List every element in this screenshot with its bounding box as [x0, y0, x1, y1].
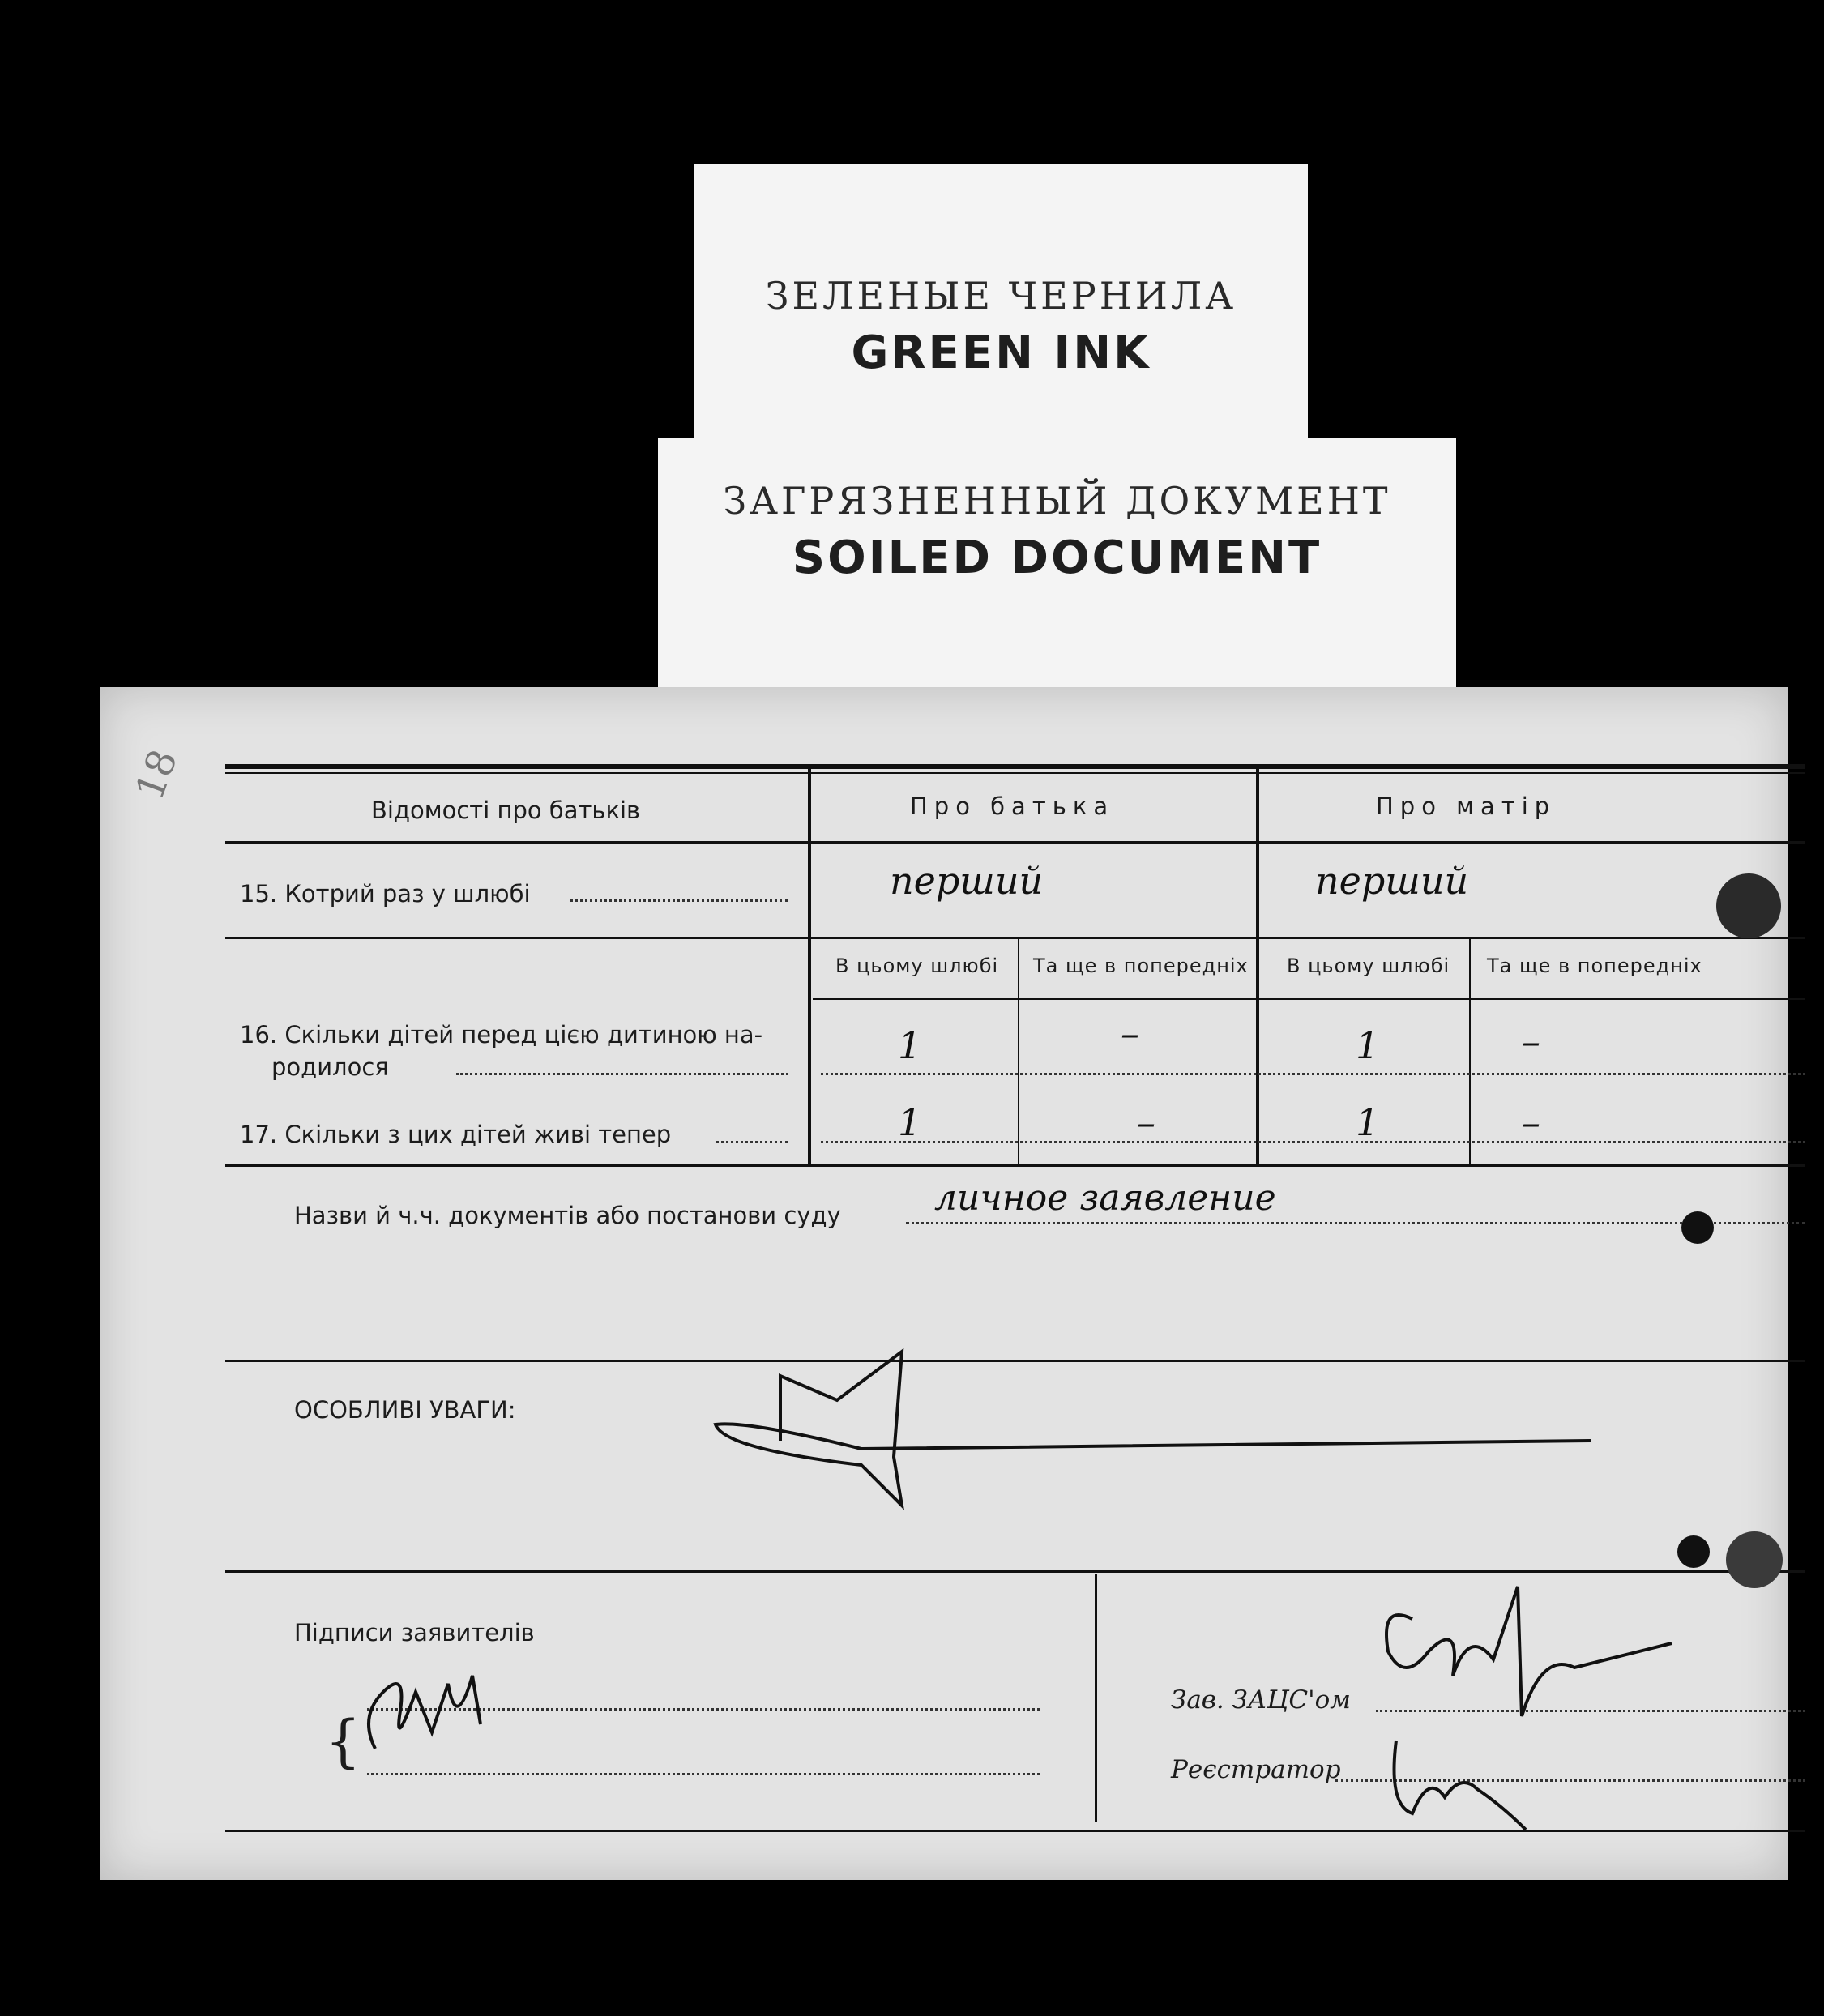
row15-father-value: перший — [890, 859, 1044, 903]
documents-dots — [906, 1222, 1805, 1224]
subheader-mother-this: В цьому шлюбі — [1287, 955, 1450, 977]
form-sheet — [100, 687, 1788, 1880]
row16-dots — [456, 1073, 788, 1075]
side-mark: 18 — [126, 743, 187, 806]
row16-father-prev: – — [1121, 1011, 1139, 1055]
documents-label: Назви й ч.ч. документів або постанови суду — [294, 1202, 841, 1229]
punch-hole-3 — [1677, 1535, 1710, 1568]
header-mother: Про матір — [1376, 792, 1557, 820]
applicants-signature-label: Підписи заявителів — [294, 1619, 535, 1647]
row16-label-line2: родилося — [271, 1053, 389, 1081]
soiled-document-stamp-ru: ЗАГРЯЗНЕННЫЙ ДОКУМЕНТ — [723, 479, 1391, 523]
row15-label: 15. Котрий раз у шлюбі — [240, 880, 531, 908]
table-bottom-rule — [225, 1164, 1805, 1167]
row15-mother-value: перший — [1315, 859, 1469, 903]
subheader-father-this: В цьому шлюбі — [835, 955, 999, 977]
green-ink-stamp-ru: ЗЕЛЕНЫЕ ЧЕРНИЛА — [765, 274, 1237, 318]
row17-mother-this: 1 — [1356, 1100, 1380, 1144]
subheader-bottom-rule — [813, 998, 1805, 1000]
punch-hole-2 — [1681, 1211, 1714, 1244]
row17-label: 17. Скільки з цих дітей живі тепер — [240, 1121, 672, 1148]
green-ink-label-card — [694, 164, 1308, 452]
signatures-divider — [1095, 1574, 1097, 1822]
punch-hole-4 — [1726, 1531, 1783, 1588]
row16-father-this: 1 — [898, 1023, 922, 1067]
subheader-mother-prev: Та ще в попередніх — [1487, 955, 1702, 977]
row16-mother-this: 1 — [1356, 1023, 1380, 1067]
row15-dots — [570, 899, 788, 902]
soiled-document-stamp-en: SOILED DOCUMENT — [792, 532, 1322, 584]
subcolumn-divider-mother — [1469, 938, 1471, 1165]
subcolumn-divider-father — [1018, 938, 1019, 1165]
form-bottom-rule — [225, 1830, 1805, 1832]
subheader-father-prev: Та ще в попередніх — [1033, 955, 1249, 977]
table-top-rule-thin — [225, 772, 1805, 774]
registrar-signature-scribble — [1364, 1724, 1542, 1838]
table-top-rule — [225, 764, 1805, 769]
row16-label-line1: 16. Скільки дітей перед цією дитиною на- — [240, 1021, 763, 1049]
column-divider-mother — [1256, 768, 1259, 1165]
documents-value: личное заявление — [934, 1177, 1276, 1219]
row17-mother-prev: – — [1522, 1100, 1540, 1144]
row17-father-this: 1 — [898, 1100, 922, 1144]
applicant-brace: { — [325, 1708, 361, 1775]
remarks-label: ОСОБЛИВІ УВАГИ: — [294, 1396, 516, 1424]
head-signature-scribble — [1364, 1554, 1688, 1741]
head-label: Зав. ЗАЦС'ом — [1171, 1685, 1351, 1715]
row16-value-dots — [821, 1073, 1805, 1075]
header-info: Відомості про батьків — [371, 797, 641, 824]
column-divider-father — [808, 768, 811, 1165]
remarks-strike-mark — [699, 1343, 1672, 1538]
row15-bottom-rule — [225, 937, 1805, 939]
row17-value-dots — [821, 1141, 1805, 1143]
row17-dots — [716, 1141, 788, 1143]
header-bottom-rule — [225, 841, 1805, 844]
header-father: Про батька — [910, 792, 1115, 820]
row17-father-prev: – — [1137, 1100, 1155, 1144]
punch-hole-1 — [1716, 873, 1781, 938]
row16-mother-prev: – — [1522, 1019, 1540, 1063]
registrar-label: Реєстратор — [1171, 1755, 1341, 1784]
soiled-document-label-card — [658, 438, 1456, 691]
green-ink-stamp-en: GREEN INK — [851, 327, 1151, 379]
applicant-signature-line-2 — [367, 1773, 1040, 1775]
